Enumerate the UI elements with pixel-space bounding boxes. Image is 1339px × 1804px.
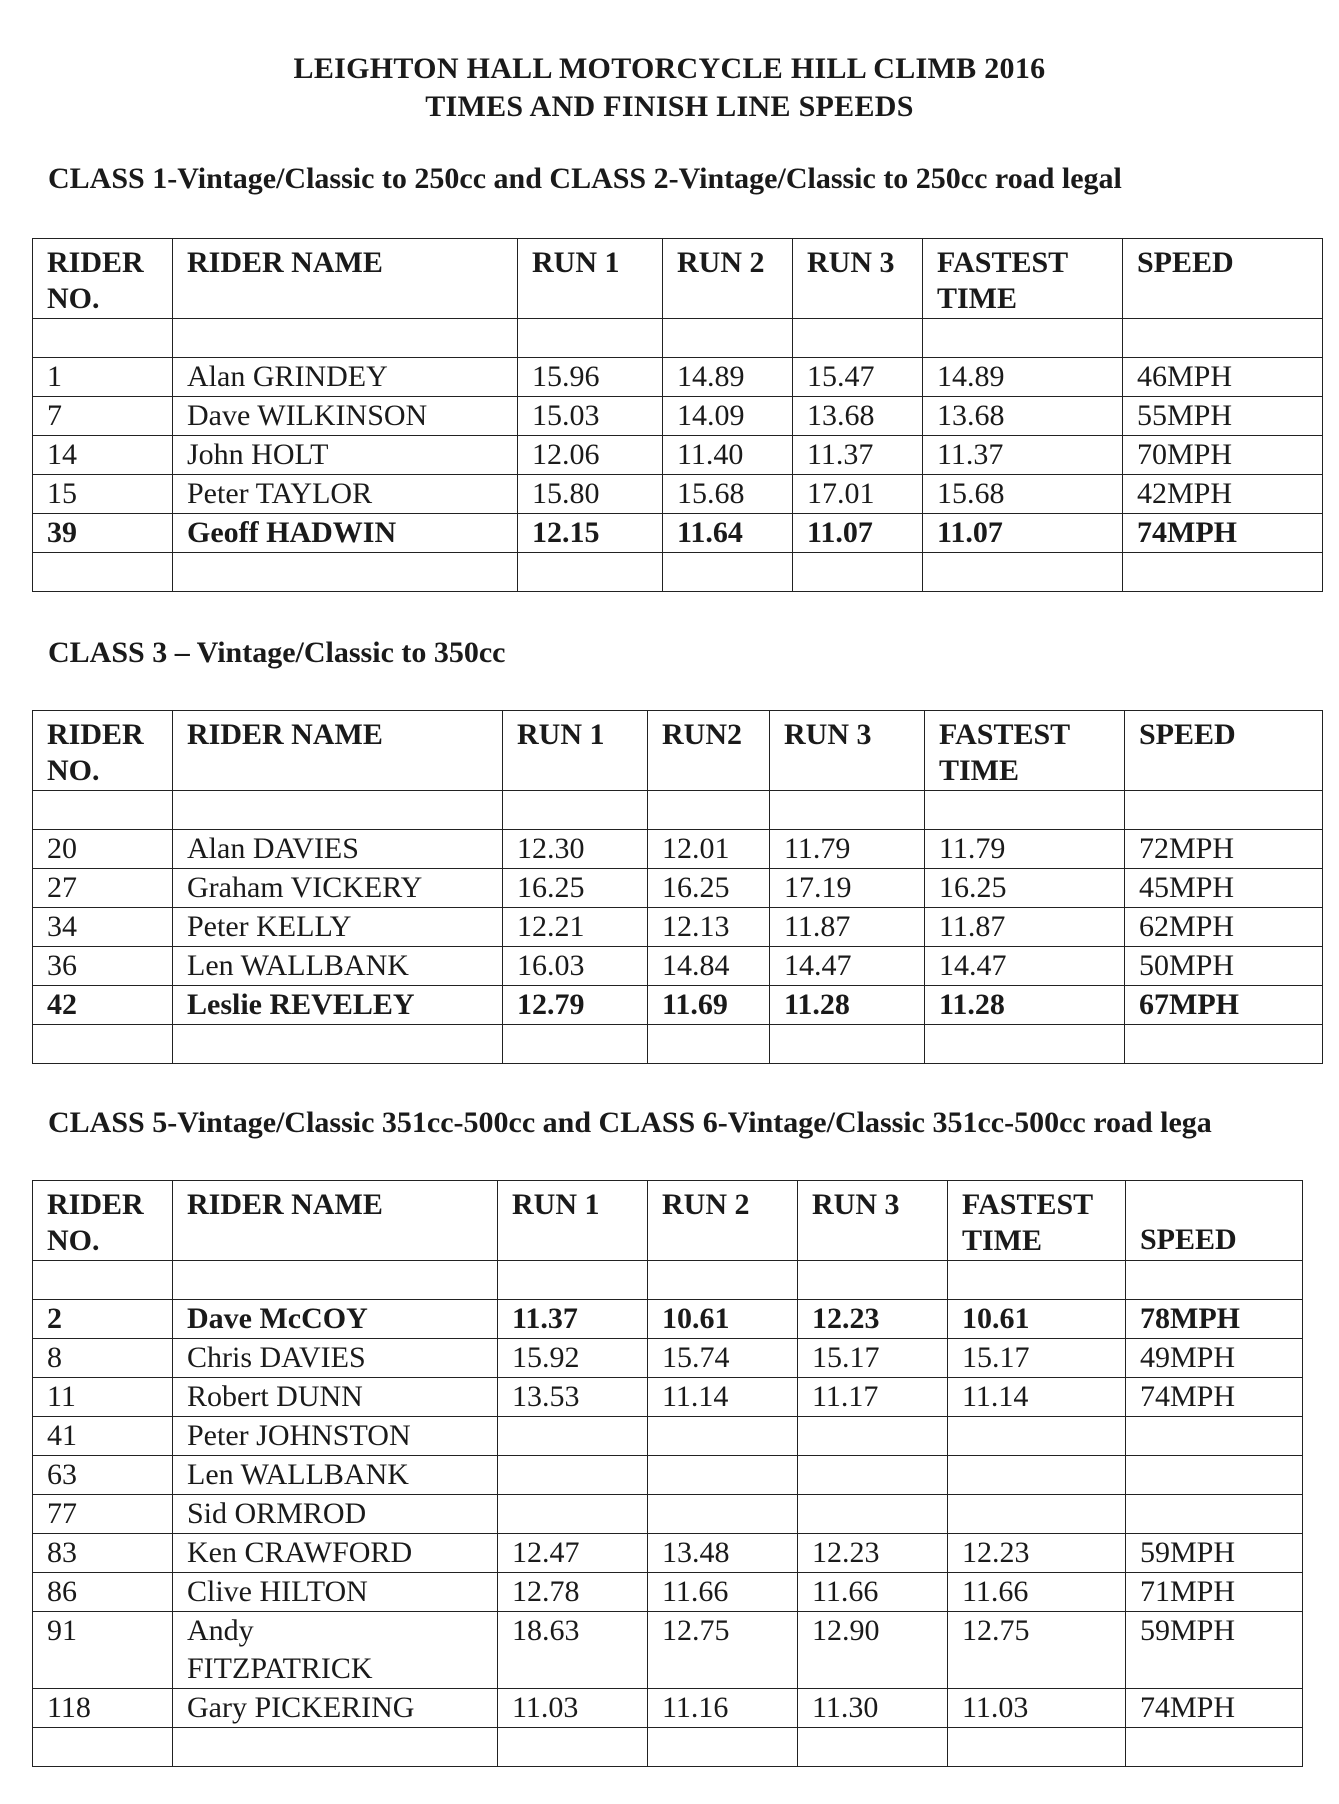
fastest-time-cell: 11.14	[948, 1378, 1126, 1417]
class-3-heading: CLASS 3 – Vintage/Classic to 350cc	[48, 636, 506, 669]
speed-cell: 55MPH	[1123, 397, 1323, 436]
run2-cell: 15.68	[663, 475, 793, 514]
rider-no-cell: 2	[33, 1300, 173, 1339]
empty-cell	[663, 319, 793, 358]
run3-cell: 12.23	[798, 1300, 948, 1339]
run3-cell: 12.90	[798, 1612, 948, 1689]
empty-cell	[1123, 553, 1323, 592]
run2-cell: 11.14	[648, 1378, 798, 1417]
empty-cell	[33, 1025, 173, 1064]
header-rider-no: RIDER NO.	[33, 1181, 173, 1261]
empty-cell	[33, 791, 173, 830]
rider-name-cell: Ken CRAWFORD	[173, 1534, 498, 1573]
empty-cell	[648, 1025, 770, 1064]
table-row	[33, 475, 1323, 514]
rider-no-cell: 86	[33, 1573, 173, 1612]
rider-no-cell: 7	[33, 397, 173, 436]
run3-cell: 17.01	[793, 475, 923, 514]
spacer-row	[33, 791, 1323, 830]
run2-cell: 11.16	[648, 1689, 798, 1728]
table-row	[33, 1689, 1303, 1728]
run2-cell: 11.69	[648, 986, 770, 1025]
rider-name-cell: John HOLT	[173, 436, 518, 475]
rider-name-cell: Gary PICKERING	[173, 1689, 498, 1728]
speed-cell: 74MPH	[1123, 514, 1323, 553]
speed-cell	[1126, 1495, 1303, 1534]
header-fastest-time: FASTEST TIME	[948, 1181, 1126, 1261]
rider-no-cell: 27	[33, 869, 173, 908]
rider-name-cell: Alan GRINDEY	[173, 358, 518, 397]
run3-cell	[798, 1417, 948, 1456]
empty-cell	[793, 319, 923, 358]
header-run1: RUN 1	[518, 239, 663, 319]
rider-no-cell: 11	[33, 1378, 173, 1417]
rider-no-cell: 8	[33, 1339, 173, 1378]
empty-cell	[648, 1728, 798, 1767]
speed-cell: 45MPH	[1125, 869, 1323, 908]
rider-name-cell: Sid ORMROD	[173, 1495, 498, 1534]
header-run3: RUN 3	[793, 239, 923, 319]
run1-cell: 16.03	[503, 947, 648, 986]
fastest-time-cell: 14.89	[923, 358, 1123, 397]
empty-cell	[1123, 319, 1323, 358]
empty-cell	[925, 791, 1125, 830]
fastest-time-cell: 16.25	[925, 869, 1125, 908]
empty-cell	[925, 1025, 1125, 1064]
empty-cell	[173, 1261, 498, 1300]
document-title: LEIGHTON HALL MOTORCYCLE HILL CLIMB 2016	[293, 52, 1046, 85]
fastest-time-cell: 11.07	[923, 514, 1123, 553]
header-rider-no: RIDER NO.	[33, 239, 173, 319]
empty-cell	[770, 1025, 925, 1064]
rider-name-cell: Leslie REVELEY	[173, 986, 503, 1025]
header-fastest-time: FASTEST TIME	[925, 711, 1125, 791]
fastest-time-cell	[948, 1495, 1126, 1534]
run2-cell	[648, 1495, 798, 1534]
run2-cell: 12.01	[648, 830, 770, 869]
run2-cell: 12.13	[648, 908, 770, 947]
empty-cell	[798, 1261, 948, 1300]
run3-cell: 11.07	[793, 514, 923, 553]
class-1-2-table	[32, 238, 1323, 592]
speed-cell: 59MPH	[1126, 1612, 1303, 1689]
rider-name-cell: Chris DAVIES	[173, 1339, 498, 1378]
speed-cell: 62MPH	[1125, 908, 1323, 947]
run3-cell: 11.37	[793, 436, 923, 475]
rider-no-cell: 91	[33, 1612, 173, 1689]
spacer-row	[33, 1025, 1323, 1064]
run3-cell	[798, 1456, 948, 1495]
run1-cell: 18.63	[498, 1612, 648, 1689]
fastest-time-cell: 14.47	[925, 947, 1125, 986]
speed-cell: 49MPH	[1126, 1339, 1303, 1378]
run1-cell: 12.21	[503, 908, 648, 947]
table-row	[33, 1534, 1303, 1573]
spacer-row	[33, 1261, 1303, 1300]
table-row	[33, 869, 1323, 908]
run2-cell: 15.74	[648, 1339, 798, 1378]
run2-cell: 14.84	[648, 947, 770, 986]
fastest-time-cell: 15.17	[948, 1339, 1126, 1378]
speed-cell: 42MPH	[1123, 475, 1323, 514]
run1-cell: 15.03	[518, 397, 663, 436]
table-row	[33, 1573, 1303, 1612]
speed-cell: 59MPH	[1126, 1534, 1303, 1573]
run3-cell: 13.68	[793, 397, 923, 436]
fastest-time-cell: 11.03	[948, 1689, 1126, 1728]
empty-cell	[948, 1728, 1126, 1767]
spacer-row	[33, 553, 1323, 592]
run3-cell: 15.47	[793, 358, 923, 397]
run1-cell: 15.80	[518, 475, 663, 514]
run3-cell: 14.47	[770, 947, 925, 986]
rider-no-cell: 83	[33, 1534, 173, 1573]
rider-no-cell: 14	[33, 436, 173, 475]
fastest-time-cell	[948, 1417, 1126, 1456]
empty-cell	[648, 791, 770, 830]
run1-cell: 12.15	[518, 514, 663, 553]
speed-cell	[1126, 1417, 1303, 1456]
run2-cell: 11.64	[663, 514, 793, 553]
run3-cell	[798, 1495, 948, 1534]
speed-cell: 70MPH	[1123, 436, 1323, 475]
speed-cell: 50MPH	[1125, 947, 1323, 986]
run3-cell: 12.23	[798, 1534, 948, 1573]
empty-cell	[503, 1025, 648, 1064]
empty-cell	[770, 791, 925, 830]
empty-cell	[33, 1261, 173, 1300]
fastest-time-cell: 15.68	[923, 475, 1123, 514]
empty-cell	[518, 553, 663, 592]
empty-cell	[33, 553, 173, 592]
fastest-time-cell: 11.37	[923, 436, 1123, 475]
table-row	[33, 1456, 1303, 1495]
run1-cell: 12.79	[503, 986, 648, 1025]
empty-cell	[33, 1728, 173, 1767]
fastest-time-cell: 12.23	[948, 1534, 1126, 1573]
table-row	[33, 1378, 1303, 1417]
class-3-table	[32, 710, 1323, 1064]
run1-cell	[498, 1495, 648, 1534]
fastest-time-cell: 11.79	[925, 830, 1125, 869]
run1-cell: 15.96	[518, 358, 663, 397]
spacer-row	[33, 319, 1323, 358]
rider-no-cell: 42	[33, 986, 173, 1025]
run3-cell: 11.66	[798, 1573, 948, 1612]
speed-cell: 74MPH	[1126, 1378, 1303, 1417]
run1-cell: 12.30	[503, 830, 648, 869]
run2-cell	[648, 1417, 798, 1456]
empty-cell	[1125, 1025, 1323, 1064]
speed-cell: 78MPH	[1126, 1300, 1303, 1339]
run1-cell: 11.03	[498, 1689, 648, 1728]
run2-cell: 14.89	[663, 358, 793, 397]
speed-cell: 67MPH	[1125, 986, 1323, 1025]
header-speed: SPEED	[1123, 239, 1323, 319]
speed-cell: 46MPH	[1123, 358, 1323, 397]
table-row	[33, 436, 1323, 475]
empty-cell	[1126, 1728, 1303, 1767]
run3-cell: 11.30	[798, 1689, 948, 1728]
rider-no-cell: 41	[33, 1417, 173, 1456]
run3-cell: 15.17	[798, 1339, 948, 1378]
rider-name-cell: Geoff HADWIN	[173, 514, 518, 553]
run1-cell: 11.37	[498, 1300, 648, 1339]
table-row	[33, 358, 1323, 397]
header-run1: RUN 1	[503, 711, 648, 791]
empty-cell	[173, 553, 518, 592]
header-rider-name: RIDER NAME	[173, 1181, 498, 1261]
empty-cell	[498, 1261, 648, 1300]
table-row	[33, 830, 1323, 869]
rider-name-cell: Len WALLBANK	[173, 947, 503, 986]
fastest-time-cell: 10.61	[948, 1300, 1126, 1339]
rider-no-cell: 77	[33, 1495, 173, 1534]
table-row	[33, 397, 1323, 436]
table-row	[33, 514, 1323, 553]
rider-name-cell: Peter KELLY	[173, 908, 503, 947]
document-subtitle: TIMES AND FINISH LINE SPEEDS	[425, 90, 914, 123]
run3-cell: 11.79	[770, 830, 925, 869]
run3-cell: 11.17	[798, 1378, 948, 1417]
speed-cell	[1126, 1456, 1303, 1495]
table-row	[33, 986, 1323, 1025]
run1-cell: 16.25	[503, 869, 648, 908]
header-run1: RUN 1	[498, 1181, 648, 1261]
table-row	[33, 1339, 1303, 1378]
empty-cell	[923, 553, 1123, 592]
run2-cell: 14.09	[663, 397, 793, 436]
empty-cell	[503, 791, 648, 830]
empty-cell	[663, 553, 793, 592]
class-5-6-heading: CLASS 5-Vintage/Classic 351cc-500cc and CLASS 6-Vintage/Classic 351cc-500cc road lega	[48, 1106, 1212, 1139]
rider-name-cell: Andy FITZPATRICK	[173, 1612, 498, 1689]
rider-no-cell: 34	[33, 908, 173, 947]
fastest-time-cell: 11.87	[925, 908, 1125, 947]
run1-cell	[498, 1456, 648, 1495]
header-run3: RUN 3	[770, 711, 925, 791]
rider-name-cell: Len WALLBANK	[173, 1456, 498, 1495]
fastest-time-cell	[948, 1456, 1126, 1495]
rider-name-cell: Dave WILKINSON	[173, 397, 518, 436]
empty-cell	[1125, 791, 1323, 830]
empty-cell	[173, 319, 518, 358]
rider-name-cell: Peter JOHNSTON	[173, 1417, 498, 1456]
class-1-2-heading: CLASS 1-Vintage/Classic to 250cc and CLASS 2-Vintage/Classic to 250cc road legal	[48, 162, 1122, 195]
run1-cell: 13.53	[498, 1378, 648, 1417]
empty-cell	[173, 791, 503, 830]
rider-no-cell: 36	[33, 947, 173, 986]
run1-cell: 12.47	[498, 1534, 648, 1573]
table-row	[33, 1300, 1303, 1339]
run2-cell: 13.48	[648, 1534, 798, 1573]
fastest-time-cell: 12.75	[948, 1612, 1126, 1689]
speed-cell: 71MPH	[1126, 1573, 1303, 1612]
empty-cell	[648, 1261, 798, 1300]
header-rider-name: RIDER NAME	[173, 711, 503, 791]
rider-name-cell: Peter TAYLOR	[173, 475, 518, 514]
spacer-row	[33, 1728, 1303, 1767]
run2-cell: 11.66	[648, 1573, 798, 1612]
run2-cell: 10.61	[648, 1300, 798, 1339]
header-fastest-time: FASTEST TIME	[923, 239, 1123, 319]
fastest-time-cell: 11.28	[925, 986, 1125, 1025]
empty-cell	[793, 553, 923, 592]
run1-cell: 12.06	[518, 436, 663, 475]
run3-cell: 17.19	[770, 869, 925, 908]
empty-cell	[798, 1728, 948, 1767]
empty-cell	[498, 1728, 648, 1767]
empty-cell	[173, 1025, 503, 1064]
header-speed: SPEED	[1126, 1181, 1303, 1261]
header-speed: SPEED	[1125, 711, 1323, 791]
table-row	[33, 1495, 1303, 1534]
rider-no-cell: 118	[33, 1689, 173, 1728]
table-row	[33, 908, 1323, 947]
rider-name-cell: Clive HILTON	[173, 1573, 498, 1612]
header-rider-name: RIDER NAME	[173, 239, 518, 319]
empty-cell	[948, 1261, 1126, 1300]
rider-no-cell: 39	[33, 514, 173, 553]
empty-cell	[173, 1728, 498, 1767]
run2-cell	[648, 1456, 798, 1495]
run1-cell: 12.78	[498, 1573, 648, 1612]
speed-cell: 72MPH	[1125, 830, 1323, 869]
empty-cell	[518, 319, 663, 358]
run3-cell: 11.87	[770, 908, 925, 947]
header-run2: RUN 2	[648, 1181, 798, 1261]
rider-name-cell: Alan DAVIES	[173, 830, 503, 869]
run3-cell: 11.28	[770, 986, 925, 1025]
run2-cell: 11.40	[663, 436, 793, 475]
table-row	[33, 1417, 1303, 1456]
header-rider-no: RIDER NO.	[33, 711, 173, 791]
header-run3: RUN 3	[798, 1181, 948, 1261]
class-5-6-table	[32, 1180, 1303, 1767]
empty-cell	[923, 319, 1123, 358]
rider-name-cell: Dave McCOY	[173, 1300, 498, 1339]
run2-cell: 12.75	[648, 1612, 798, 1689]
empty-cell	[33, 319, 173, 358]
table-row	[33, 947, 1323, 986]
header-run2: RUN2	[648, 711, 770, 791]
rider-no-cell: 63	[33, 1456, 173, 1495]
run1-cell	[498, 1417, 648, 1456]
rider-no-cell: 1	[33, 358, 173, 397]
fastest-time-cell: 11.66	[948, 1573, 1126, 1612]
rider-no-cell: 15	[33, 475, 173, 514]
rider-name-cell: Robert DUNN	[173, 1378, 498, 1417]
speed-cell: 74MPH	[1126, 1689, 1303, 1728]
fastest-time-cell: 13.68	[923, 397, 1123, 436]
run1-cell: 15.92	[498, 1339, 648, 1378]
header-run2: RUN 2	[663, 239, 793, 319]
rider-name-cell: Graham VICKERY	[173, 869, 503, 908]
run2-cell: 16.25	[648, 869, 770, 908]
empty-cell	[1126, 1261, 1303, 1300]
rider-no-cell: 20	[33, 830, 173, 869]
table-row	[33, 1612, 1303, 1689]
